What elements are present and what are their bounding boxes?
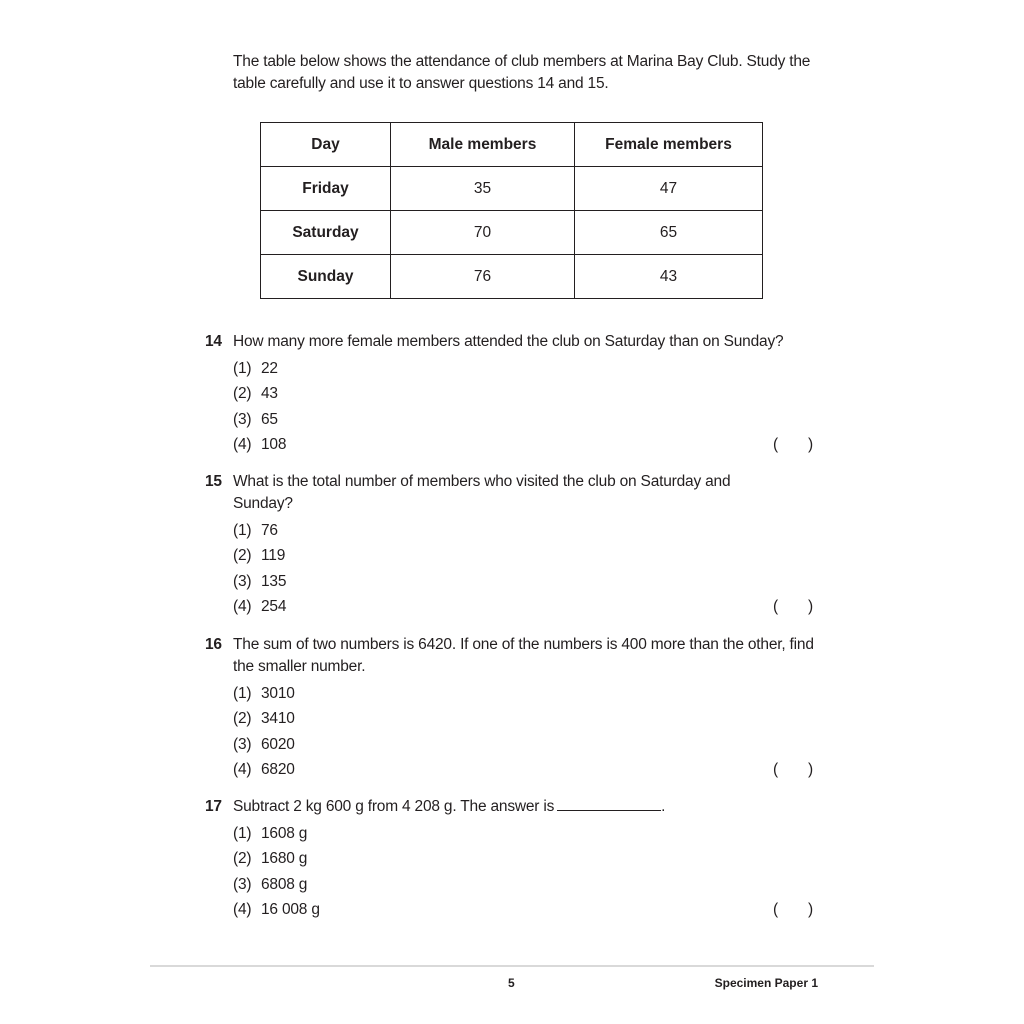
option-label: (2) xyxy=(233,547,252,565)
cell-male: 76 xyxy=(391,255,575,299)
option-value: 1680 g xyxy=(261,850,308,868)
option-label: (4) xyxy=(233,597,252,615)
paper-name: Specimen Paper 1 xyxy=(714,976,818,990)
answer-box-close: ) xyxy=(808,900,813,918)
cell-male: 35 xyxy=(391,167,575,211)
footer-divider xyxy=(150,965,874,967)
table-header-row xyxy=(261,123,763,167)
question-number: 17 xyxy=(205,798,222,815)
question-stem xyxy=(233,796,825,818)
question-stem-end: . xyxy=(661,798,666,815)
answer-box-close: ) xyxy=(808,597,813,615)
option-label: (3) xyxy=(233,410,252,428)
answer-box[interactable] xyxy=(773,594,813,619)
answer-box-close: ) xyxy=(808,435,813,453)
answer-box-open: ( xyxy=(773,900,778,918)
option-label: (3) xyxy=(233,735,252,753)
option-2[interactable] xyxy=(233,543,825,568)
question-number: 14 xyxy=(205,333,222,350)
option-label: (1) xyxy=(233,685,252,702)
options-list xyxy=(233,356,825,457)
option-1[interactable] xyxy=(233,821,825,846)
header-male-members: Male members xyxy=(391,123,575,167)
option-1[interactable] xyxy=(233,356,825,381)
option-2[interactable] xyxy=(233,846,825,871)
option-4[interactable] xyxy=(233,897,825,922)
cell-male: 70 xyxy=(391,211,575,255)
answer-box-close: ) xyxy=(808,760,813,778)
options-list xyxy=(233,821,825,922)
option-2[interactable] xyxy=(233,381,825,406)
option-value: 1608 g xyxy=(261,825,308,842)
answer-box[interactable] xyxy=(773,757,813,782)
answer-box-open: ( xyxy=(773,435,778,453)
question-stem: How many more female members attended the club on Saturday than on Sunday? xyxy=(233,333,784,350)
option-3[interactable] xyxy=(233,732,825,757)
intro-paragraph: The table below shows the attendance of club members at Marina Bay Club. Study the table carefully and use it to answer questions 14 and 15. xyxy=(233,53,811,92)
cell-female: 43 xyxy=(575,255,763,299)
answer-box-open: ( xyxy=(773,760,778,778)
option-3[interactable] xyxy=(233,872,825,897)
option-value: 65 xyxy=(261,410,278,428)
option-value: 3010 xyxy=(261,685,295,702)
question-number: 15 xyxy=(205,473,222,490)
cell-day: Friday xyxy=(261,167,391,211)
attendance-table xyxy=(260,122,763,299)
option-1[interactable] xyxy=(233,518,825,543)
options-list xyxy=(233,681,825,782)
question-stem: What is the total number of members who visited the club on Saturday and Sunday? xyxy=(233,473,731,512)
option-label: (3) xyxy=(233,572,252,590)
table-row xyxy=(261,255,763,299)
option-label: (4) xyxy=(233,435,252,453)
answer-box-open: ( xyxy=(773,597,778,615)
option-3[interactable] xyxy=(233,407,825,432)
option-label: (2) xyxy=(233,850,252,868)
option-value: 43 xyxy=(261,385,278,403)
option-value: 6020 xyxy=(261,735,295,753)
option-label: (2) xyxy=(233,385,252,403)
option-value: 3410 xyxy=(261,710,295,728)
option-value: 16 008 g xyxy=(261,900,320,918)
option-value: 135 xyxy=(261,572,287,590)
options-list xyxy=(233,518,825,619)
option-3[interactable] xyxy=(233,569,825,594)
question-15 xyxy=(205,471,825,619)
cell-day: Sunday xyxy=(261,255,391,299)
option-value: 119 xyxy=(261,547,286,565)
option-label: (1) xyxy=(233,825,252,842)
option-2[interactable] xyxy=(233,706,825,731)
table-row xyxy=(261,211,763,255)
header-female-members: Female members xyxy=(575,123,763,167)
option-label: (1) xyxy=(233,522,252,539)
option-4[interactable] xyxy=(233,594,825,619)
option-value: 22 xyxy=(261,360,278,377)
option-label: (3) xyxy=(233,875,252,893)
option-value: 254 xyxy=(261,597,287,615)
question-16 xyxy=(205,634,825,782)
option-value: 6808 g xyxy=(261,875,308,893)
option-label: (4) xyxy=(233,760,252,778)
answer-box[interactable] xyxy=(773,432,813,457)
option-label: (4) xyxy=(233,900,252,918)
question-stem: The sum of two numbers is 6420. If one of the numbers is 400 more than the other, find the smaller number. xyxy=(233,636,814,675)
question-stem-text: Subtract 2 kg 600 g from 4 208 g. The answer is xyxy=(233,798,555,815)
option-label: (1) xyxy=(233,360,252,377)
option-value: 76 xyxy=(261,522,278,539)
option-value: 6820 xyxy=(261,760,295,778)
option-4[interactable] xyxy=(233,432,825,457)
option-label: (2) xyxy=(233,710,252,728)
answer-blank xyxy=(557,796,661,811)
option-value: 108 xyxy=(261,435,287,453)
question-number: 16 xyxy=(205,636,222,653)
option-4[interactable] xyxy=(233,757,825,782)
option-1[interactable] xyxy=(233,681,825,706)
cell-female: 47 xyxy=(575,167,763,211)
question-14 xyxy=(205,331,825,457)
cell-female: 65 xyxy=(575,211,763,255)
page-number: 5 xyxy=(508,976,515,990)
header-day: Day xyxy=(261,123,391,167)
answer-box[interactable] xyxy=(773,897,813,922)
cell-day: Saturday xyxy=(261,211,391,255)
table-row xyxy=(261,167,763,211)
question-17 xyxy=(205,796,825,922)
